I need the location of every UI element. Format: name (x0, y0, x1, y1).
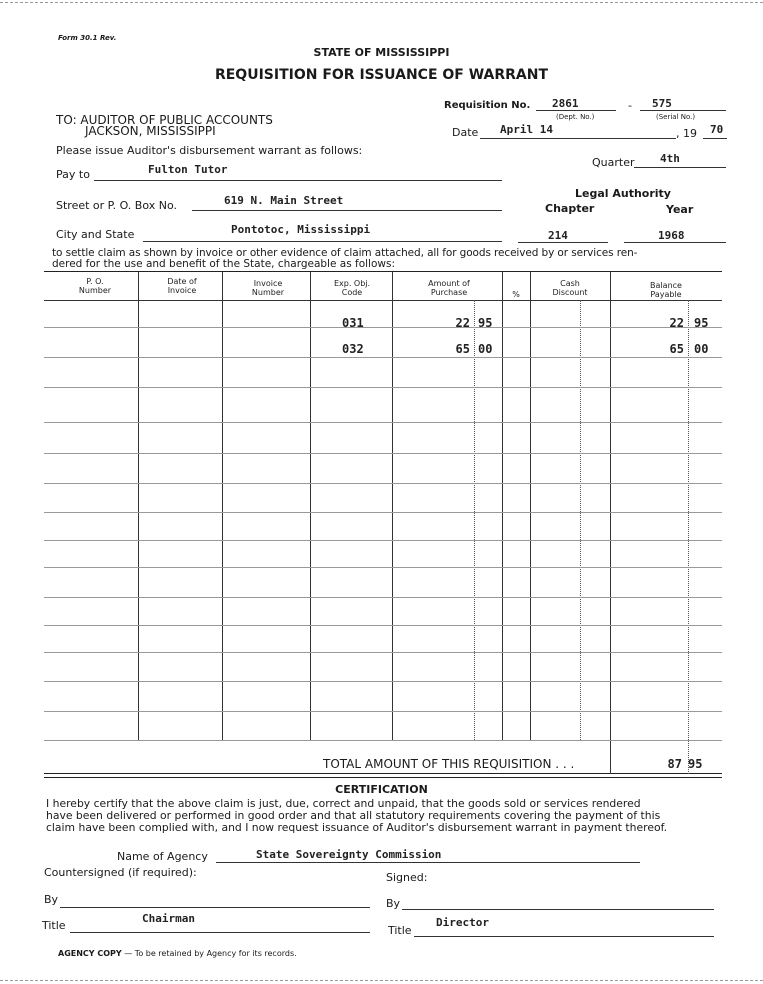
right-by-line[interactable] (402, 909, 714, 910)
requisition-separator: - (628, 99, 632, 112)
col-line (310, 272, 311, 740)
state-heading: STATE OF MISSISSIPPI (313, 46, 450, 59)
left-by-label: By (44, 893, 59, 906)
serial-number-caption: (Serial No.) (656, 113, 696, 121)
amount-dollars-cell[interactable]: 22 (455, 316, 470, 330)
col-line (392, 272, 393, 740)
to-line-2: JACKSON, MISSISSIPPI (85, 124, 216, 138)
form-number: Form 30.1 Rev. (58, 34, 117, 42)
row-rule (44, 387, 722, 388)
exp-obj-code-cell[interactable]: 031 (342, 316, 364, 330)
header-text: Number (78, 286, 112, 295)
footer-bold: AGENCY COPY (58, 949, 122, 958)
col-line (610, 740, 611, 774)
date-label: Date (452, 126, 479, 139)
header-text: Number (251, 288, 285, 297)
row-rule (44, 540, 722, 541)
agency-value[interactable]: State Sovereignty Commission (256, 848, 442, 861)
date-year-prefix: , 19 (676, 127, 697, 140)
perforation-bottom (0, 980, 763, 981)
balance-dollars-cell[interactable]: 65 (669, 342, 684, 356)
row-rule (44, 681, 722, 682)
settle-text-2: dered for the use and benefit of the State, chargeable as follows: (52, 258, 395, 270)
row-rule (44, 740, 722, 741)
header-text: Code (341, 288, 363, 297)
quarter-label: Quarter (592, 156, 635, 169)
total-cents[interactable]: 95 (688, 757, 703, 771)
certification-line-3: claim have been complied with, and I now request issuance of Auditor's disbursement warrant in payment thereof. (46, 821, 668, 834)
footer-note (58, 949, 297, 958)
row-rule (44, 453, 722, 454)
row-rule (44, 597, 722, 598)
header-invoice-number (228, 279, 308, 297)
total-dollars[interactable]: 87 (667, 757, 682, 771)
header-text: P. O. (86, 277, 104, 286)
certification-line-2: have been delivered or performed in good order and that all statutory requirements covering the payment of this (46, 809, 661, 822)
col-line (580, 300, 581, 740)
header-text: Invoice (253, 279, 283, 288)
right-by-label: By (386, 897, 401, 910)
dept-number-caption: (Dept. No.) (556, 113, 595, 121)
city-value[interactable]: Pontotoc, Mississippi (231, 223, 371, 236)
balance-cents-cell[interactable]: 00 (694, 342, 709, 356)
countersigned-label: Countersigned (if required): (44, 866, 197, 879)
right-title-line (414, 936, 714, 937)
header-balance-payable (612, 281, 720, 299)
date-year[interactable]: 70 (710, 123, 724, 136)
date-line (480, 138, 676, 139)
quarter-value[interactable]: 4th (660, 152, 680, 165)
left-title-label: Title (42, 919, 66, 932)
table-bottom-rule-1 (44, 773, 722, 774)
left-by-line[interactable] (60, 907, 370, 908)
col-line (138, 272, 139, 740)
to-line-1: TO: AUDITOR OF PUBLIC ACCOUNTS (56, 113, 273, 127)
header-text: Purchase (430, 288, 468, 297)
date-year-line (703, 138, 727, 139)
pay-to-label: Pay to (56, 168, 90, 181)
header-text: Discount (552, 288, 588, 297)
header-text: Payable (650, 290, 682, 299)
col-line (474, 300, 475, 740)
right-title-value[interactable]: Director (436, 916, 489, 929)
certification-line-1: I hereby certify that the above claim is just, due, correct and unpaid, that the goods sold or services rendered (46, 797, 641, 810)
table-bottom-rule-2 (44, 777, 722, 778)
chapter-line (518, 242, 608, 243)
total-label: TOTAL AMOUNT OF THIS REQUISITION . . . (323, 757, 575, 771)
year-value[interactable]: 1968 (658, 229, 685, 242)
row-rule (44, 567, 722, 568)
signed-label: Signed: (386, 871, 428, 884)
header-percent (504, 290, 528, 299)
col-line (610, 272, 611, 740)
row-rule (44, 357, 722, 358)
row-rule (44, 625, 722, 626)
col-line (222, 272, 223, 740)
chapter-label: Chapter (545, 202, 595, 215)
street-label: Street or P. O. Box No. (56, 199, 177, 212)
serial-number-line (640, 110, 726, 111)
row-rule (44, 422, 722, 423)
instruction-text: Please issue Auditor's disbursement warrant as follows: (56, 144, 363, 157)
amount-cents-cell[interactable]: 95 (478, 316, 493, 330)
serial-number[interactable]: 575 (652, 97, 672, 110)
chapter-value[interactable]: 214 (548, 229, 568, 242)
city-label: City and State (56, 228, 135, 241)
footer-rest: — To be retained by Agency for its records. (124, 949, 297, 958)
header-cash-discount (532, 279, 608, 297)
header-text: % (512, 290, 520, 299)
certification-heading: CERTIFICATION (335, 783, 428, 796)
balance-dollars-cell[interactable]: 22 (669, 316, 684, 330)
settle-text-1: to settle claim as shown by invoice or other evidence of claim attached, all for goods received by or services ren- (52, 247, 638, 259)
amount-cents-cell[interactable]: 00 (478, 342, 493, 356)
dept-number[interactable]: 2861 (552, 97, 579, 110)
header-date-of-invoice (146, 277, 218, 295)
requisition-label: Requisition No. (444, 100, 531, 111)
pay-to-line (94, 180, 502, 181)
legal-authority-label: Legal Authority (575, 187, 671, 200)
pay-to-value[interactable]: Fulton Tutor (148, 163, 228, 176)
row-rule (44, 711, 722, 712)
col-line (688, 300, 689, 774)
row-rule (44, 652, 722, 653)
col-line (502, 272, 503, 740)
header-text: Balance (650, 281, 682, 290)
header-exp-obj-code (312, 279, 392, 297)
dept-number-line (536, 110, 616, 111)
year-label: Year (666, 203, 694, 216)
agency-label: Name of Agency (117, 850, 208, 863)
street-line (192, 210, 502, 211)
table-top-rule (44, 271, 722, 272)
header-text: Amount of (428, 279, 470, 288)
header-text: Invoice (167, 286, 197, 295)
left-title-value[interactable]: Chairman (142, 912, 195, 925)
header-text: Exp. Obj. (333, 279, 371, 288)
street-value[interactable]: 619 N. Main Street (224, 194, 344, 207)
header-bottom-rule (44, 300, 722, 301)
left-title-line (70, 932, 370, 933)
row-rule (44, 483, 722, 484)
balance-cents-cell[interactable]: 95 (694, 316, 709, 330)
city-line (143, 241, 502, 242)
quarter-line (634, 167, 726, 168)
page-title: REQUISITION FOR ISSUANCE OF WARRANT (214, 67, 549, 83)
exp-obj-code-cell[interactable]: 032 (342, 342, 364, 356)
col-line (530, 272, 531, 740)
right-title-label: Title (388, 924, 412, 937)
row-rule (44, 512, 722, 513)
amount-dollars-cell[interactable]: 65 (455, 342, 470, 356)
header-amount-of-purchase (396, 279, 502, 297)
date-value[interactable]: April 14 (500, 123, 553, 136)
header-po-number (60, 277, 130, 295)
header-text: Date of (167, 277, 197, 286)
perforation-top (0, 2, 763, 3)
header-text: Cash (560, 279, 580, 288)
year-line (624, 242, 726, 243)
agency-line (216, 862, 640, 863)
